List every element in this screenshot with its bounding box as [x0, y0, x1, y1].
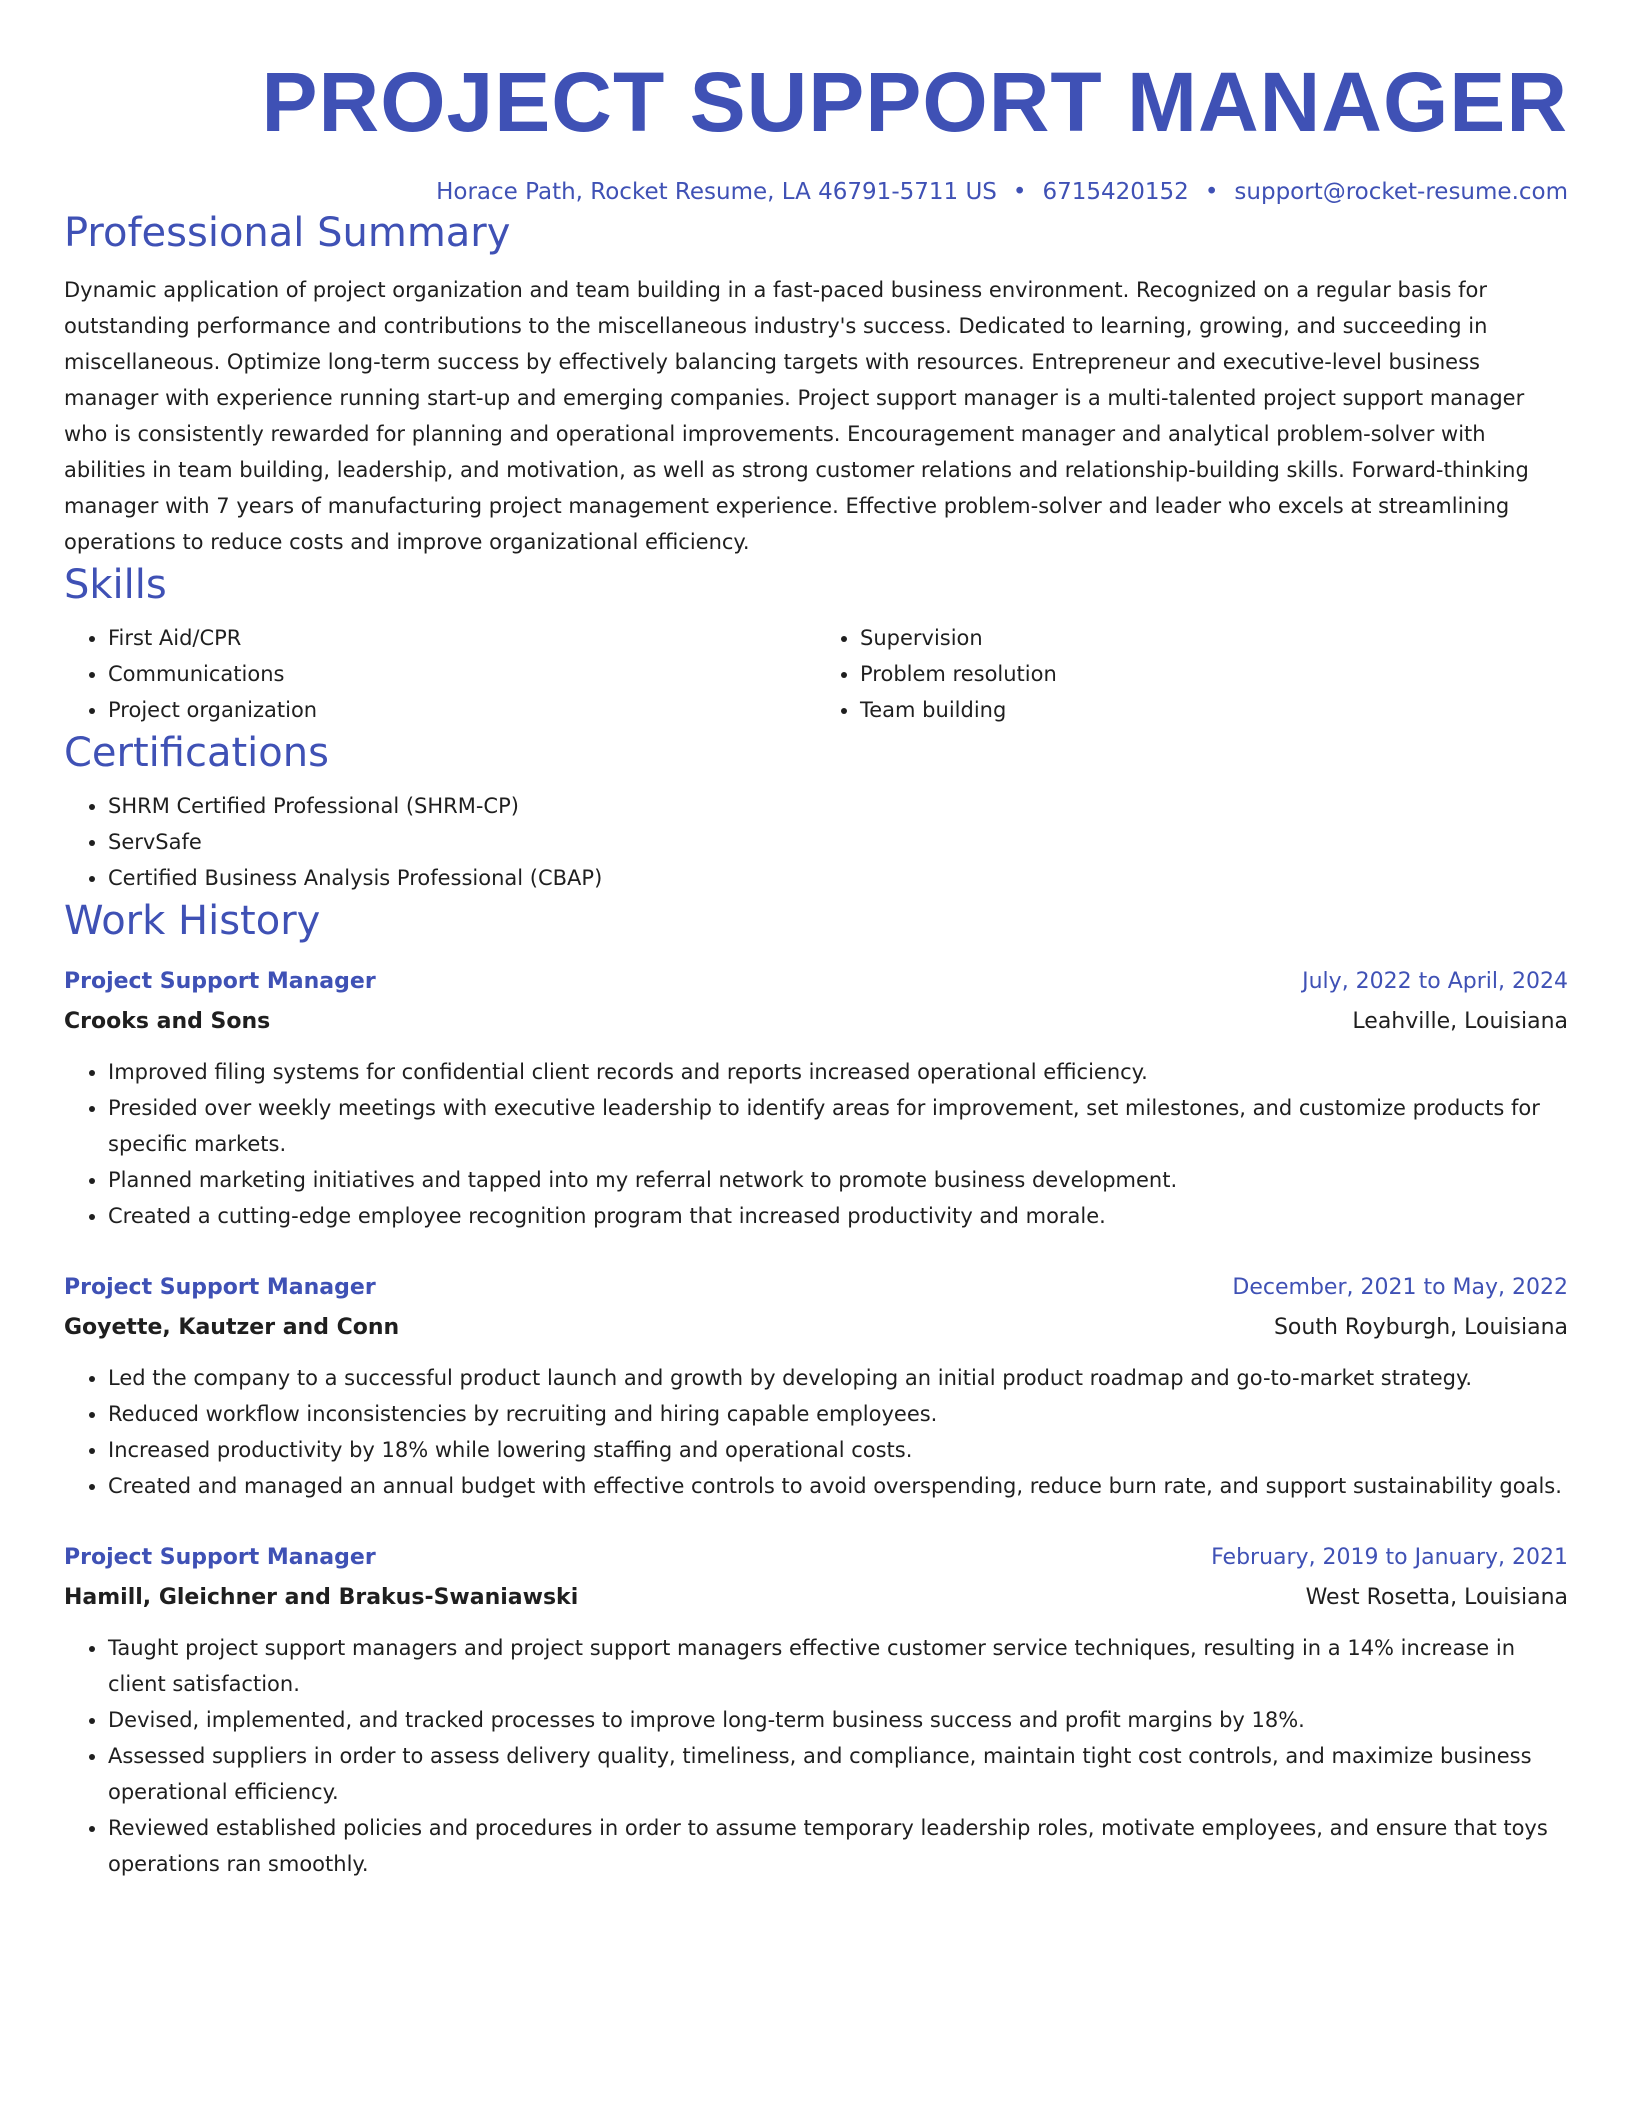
job-bullet: • Created and managed an annual budget with effective controls to avoid overspending, reduce burn rate, and support sustainability goals.: [108, 1468, 1568, 1504]
job-location: Leahville, Louisiana: [1352, 1009, 1568, 1034]
job-title: Project Support Manager: [64, 1545, 376, 1570]
skill-item: • Problem resolution: [860, 656, 1568, 692]
job-dates: July, 2022 to April, 2024: [1302, 969, 1568, 994]
certification-item: • Certified Business Analysis Professional (CBAP): [108, 860, 1568, 896]
job-entry: [64, 1268, 1568, 1504]
contact-separator: •: [1012, 179, 1027, 205]
skill-item: • Communications: [108, 656, 816, 692]
certifications-heading: Certifications: [64, 730, 329, 776]
contact-address: Horace Path, Rocket Resume, LA 46791-5711 US: [436, 179, 997, 205]
skill-item: • Team building: [860, 692, 1568, 728]
job-bullets: [64, 1360, 1568, 1504]
contact-line: [64, 176, 1568, 208]
contact-phone: 6715420152: [1042, 179, 1189, 205]
certification-item: • SHRM Certified Professional (SHRM-CP): [108, 788, 1568, 824]
skills-heading: Skills: [64, 562, 167, 608]
job-bullet: • Created a cutting-edge employee recognition program that increased productivity and morale.: [108, 1198, 1568, 1234]
skills-list-right: [816, 620, 1568, 728]
contact-separator: •: [1204, 179, 1219, 205]
job-bullets: [64, 1630, 1568, 1882]
skill-item: • First Aid/CPR: [108, 620, 816, 656]
job-company-row: [64, 1308, 1568, 1348]
job-bullet: • Assessed suppliers in order to assess delivery quality, timeliness, and compliance, maintain tight cost controls, and maximize business operational efficiency.: [108, 1738, 1568, 1810]
resume-page: [64, 0, 1568, 1882]
job-location: South Royburgh, Louisiana: [1273, 1315, 1568, 1340]
job-title: Project Support Manager: [64, 969, 376, 994]
job-entry: [64, 1538, 1568, 1882]
skills-columns: [64, 620, 1568, 728]
job-dates: February, 2019 to January, 2021: [1211, 1545, 1568, 1570]
job-title: Project Support Manager: [64, 1275, 376, 1300]
job-dates: December, 2021 to May, 2022: [1232, 1275, 1568, 1300]
job-location: West Rosetta, Louisiana: [1305, 1585, 1568, 1610]
job-bullet: • Presided over weekly meetings with executive leadership to identify areas for improvement, set milestones, and customize products for specific markets.: [108, 1090, 1568, 1162]
job-entry: [64, 962, 1568, 1234]
job-bullet: • Reduced workflow inconsistencies by recruiting and hiring capable employees.: [108, 1396, 1568, 1432]
contact-email: support@rocket-resume.com: [1234, 179, 1568, 205]
job-company: Crooks and Sons: [64, 1009, 271, 1034]
job-bullets: [64, 1054, 1568, 1234]
summary-text: Dynamic application of project organization and team building in a fast-paced business environment. Recognized on a regular basis for outstanding performance and contributions to the miscellaneous industry's success. Dedicated to learning, growing, and succeeding in miscellaneous. Optimize long-term success by effectively balancing targets with resources. Entrepreneur and executive-level business manager with experience running start-up and emerging companies. Project support manager is a multi-talented project support manager who is consistently rewarded for planning and operational improvements. Encouragement manager and analytical problem-solver with abilities in team building, leadership, and motivation, as well as strong customer relations and relationship-building skills. Forward-thinking manager with 7 years of manufacturing project management experience. Effective problem-solver and leader who excels at streamlining operations to reduce costs and improve organizational efficiency.: [64, 278, 1529, 554]
certification-item: • ServSafe: [108, 824, 1568, 860]
job-bullet: • Taught project support managers and project support managers effective customer service techniques, resulting in a 14% increase in client satisfaction.: [108, 1630, 1568, 1702]
job-header-row: [64, 962, 1568, 1002]
skills-list-left: [64, 620, 816, 728]
job-company: Goyette, Kautzer and Conn: [64, 1315, 400, 1340]
job-company-row: [64, 1578, 1568, 1618]
job-bullet: • Improved filing systems for confidential client records and reports increased operational efficiency.: [108, 1054, 1568, 1090]
job-bullet: • Devised, implemented, and tracked processes to improve long-term business success and profit margins by 18%.: [108, 1702, 1568, 1738]
summary-heading: Professional Summary: [64, 210, 511, 256]
job-header-row: [64, 1268, 1568, 1308]
skill-item: • Project organization: [108, 692, 816, 728]
job-bullet: • Reviewed established policies and procedures in order to assume temporary leadership roles, motivate employees, and ensure that toys operations ran smoothly.: [108, 1810, 1568, 1882]
job-company: Hamill, Gleichner and Brakus-Swaniawski: [64, 1585, 579, 1610]
job-bullet: • Planned marketing initiatives and tapped into my referral network to promote business development.: [108, 1162, 1568, 1198]
resume-name: PROJECT SUPPORT MANAGER: [261, 55, 1568, 149]
job-bullet: • Increased productivity by 18% while lowering staffing and operational costs.: [108, 1432, 1568, 1468]
skill-item: • Supervision: [860, 620, 1568, 656]
work-history-heading: Work History: [64, 898, 321, 944]
certifications-list: [64, 788, 1568, 896]
job-bullet: • Led the company to a successful product launch and growth by developing an initial product roadmap and go-to-market strategy.: [108, 1360, 1568, 1396]
job-header-row: [64, 1538, 1568, 1578]
job-company-row: [64, 1002, 1568, 1042]
